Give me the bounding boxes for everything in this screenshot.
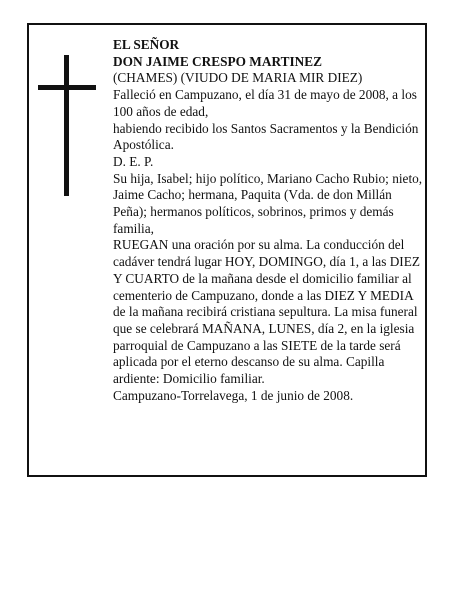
nickname-line: (CHAMES) (VIUDO DE MARIA MIR DIEZ) bbox=[113, 70, 363, 86]
deceased-name: DON JAIME CRESPO MARTINEZ bbox=[113, 53, 322, 69]
cross-vertical-bar bbox=[64, 55, 69, 196]
family-line: Su hija, Isabel; hijo político, Mariano Cacho Rubio; nieto, Jaime Cacho; hermana, Paquita (Vda. de don Millán Peña); hermanos políticos, sobrinos, primos y demás familia, bbox=[113, 170, 423, 236]
death-line: Falleció en Campuzano, el día 31 de mayo de 2008, a los 100 años de edad, bbox=[113, 87, 417, 119]
obituary-text bbox=[113, 37, 423, 404]
cross-horizontal-bar bbox=[38, 85, 96, 90]
place-and-date: Campuzano-Torrelavega, 1 de junio de 2008. bbox=[113, 387, 354, 403]
rest-in-peace: D. E. P. bbox=[113, 153, 154, 169]
funeral-details: RUEGAN una oración por su alma. La conducción del cadáver tendrá lugar HOY, DOMINGO, día 1, a las DIEZ Y CUARTO de la mañana desde el domicilio familiar al cementerio de Campuzano, donde a las DIEZ Y MEDIA de la mañana recibirá cristiana sepultura. La misa funeral que se celebrará MAÑANA, LUNES, día 2, en la iglesia parroquial de Campuzano a las SIETE de la tarde será aplicada por el eterno descanso de su alma. Capilla ardiente: Domicilio familiar. bbox=[113, 237, 420, 387]
title-line-1: EL SEÑOR bbox=[113, 37, 180, 52]
sacraments-line: habiendo recibido los Santos Sacramentos y la Bendición Apostólica. bbox=[113, 120, 419, 153]
